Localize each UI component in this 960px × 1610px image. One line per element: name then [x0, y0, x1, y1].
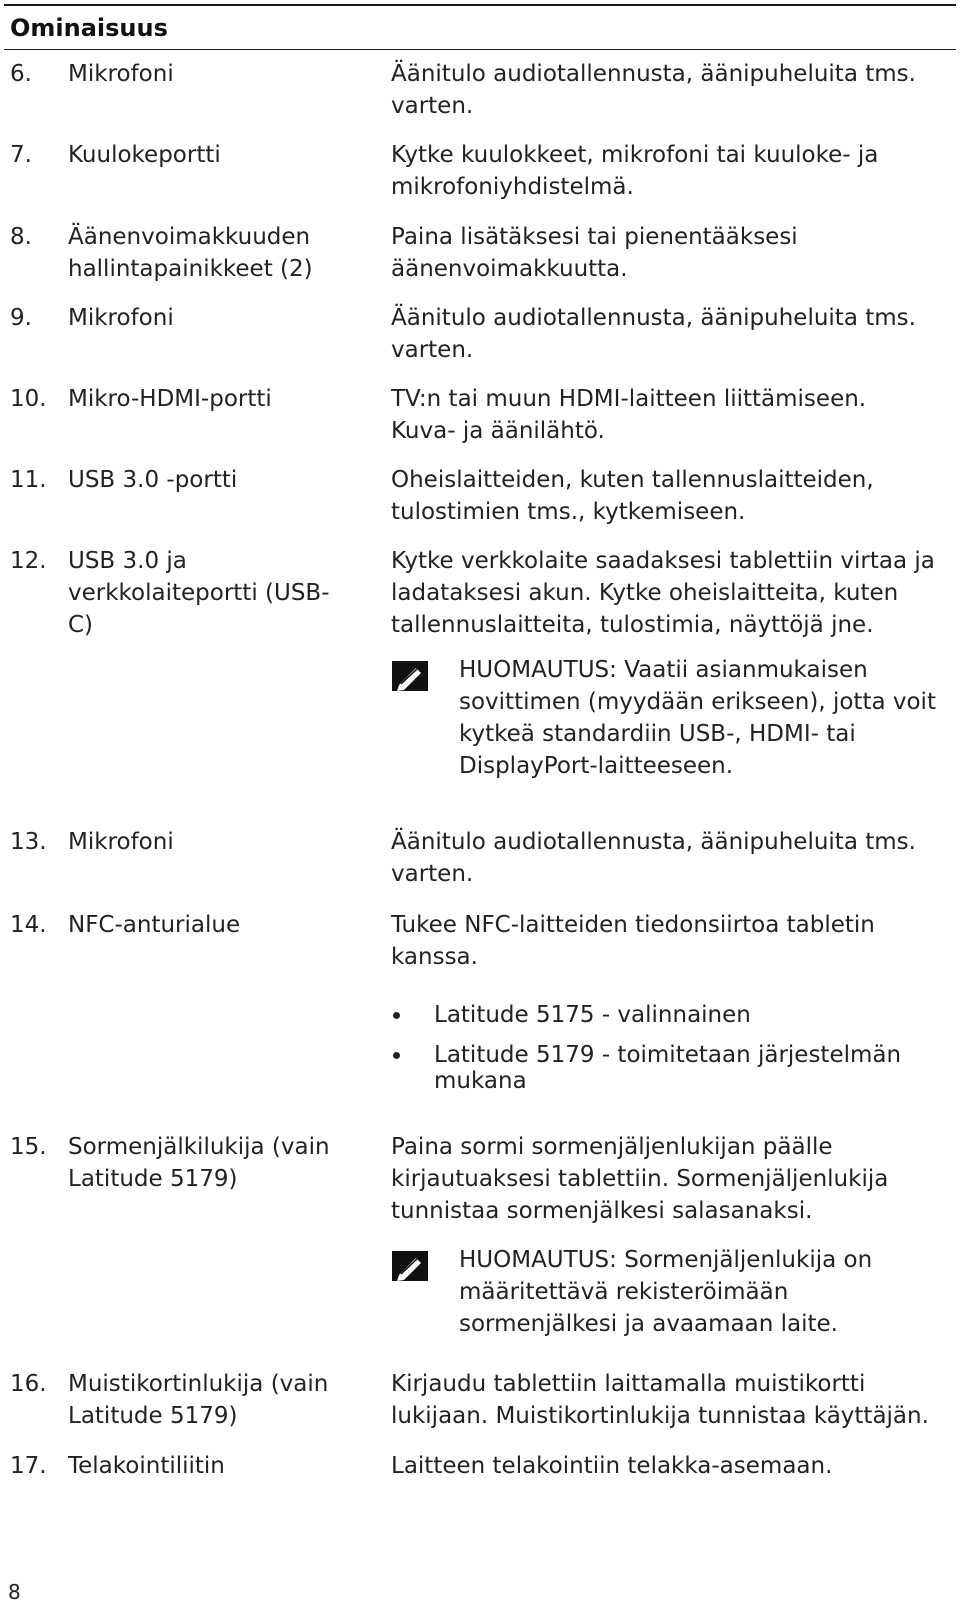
bullet-text: Latitude 5175 - valinnainen — [434, 1002, 751, 1028]
feature-name: Telakointiliitin — [68, 1453, 225, 1479]
row-number: 13. — [10, 829, 47, 855]
row-number: 17. — [10, 1453, 47, 1479]
feature-description: Äänitulo audiotallennusta, äänipuheluita tms. varten. — [391, 305, 916, 363]
feature-name: Muistikortinlukija (vain Latitude 5179) — [68, 1371, 329, 1429]
page-number: 8 — [8, 1580, 21, 1604]
feature-description: Oheislaitteiden, kuten tallennuslaitteiden, tulostimien tms., kytkemiseen. — [391, 467, 874, 525]
row-number: 10. — [10, 386, 47, 412]
note-text: HUOMAUTUS: Vaatii asianmukaisen sovittimen (myydään erikseen), jotta voit kytkeä standardiin USB-, HDMI- tai DisplayPort-laitteeseen. — [459, 657, 936, 779]
feature-name: Mikrofoni — [68, 61, 174, 87]
row-number: 9. — [10, 305, 32, 331]
feature-description: Kytke kuulokkeet, mikrofoni tai kuuloke- ja mikrofoniyhdistelmä. — [391, 142, 879, 200]
feature-name: Kuulokeportti — [68, 142, 221, 168]
bullet-icon — [393, 1012, 400, 1019]
feature-description: Paina lisätäksesi tai pienentääksesi äänenvoimakkuutta. — [391, 224, 798, 282]
feature-description: Laitteen telakointiin telakka-asemaan. — [391, 1453, 833, 1479]
feature-description: Kirjaudu tablettiin laittamalla muistikortti lukijaan. Muistikortinlukija tunnistaa käyttäjän. — [391, 1371, 929, 1429]
row-number: 7. — [10, 142, 32, 168]
row-number: 14. — [10, 912, 47, 938]
feature-name: Mikro-HDMI-portti — [68, 386, 272, 412]
note-pencil-icon — [391, 1250, 429, 1282]
spec-table-header — [4, 4, 956, 50]
row-number: 12. — [10, 548, 47, 574]
feature-description: Kytke verkkolaite saadaksesi tablettiin virtaa ja ladataksesi akun. Kytke oheislaitteita, kuten tallennuslaitteita, tulostimia, näyttöjä jne. — [391, 548, 935, 638]
row-number: 16. — [10, 1371, 47, 1397]
feature-description: Äänitulo audiotallennusta, äänipuheluita tms. varten. — [391, 829, 916, 887]
row-number: 8. — [10, 224, 32, 250]
note-text: HUOMAUTUS: Sormenjäljenlukija on määritettävä rekisteröimään sormenjälkesi ja avaamaan laite. — [459, 1247, 873, 1337]
bullet-text: Latitude 5179 - toimitetaan järjestelmän mukana — [434, 1042, 902, 1094]
bullet-icon — [393, 1052, 400, 1059]
feature-name: NFC-anturialue — [68, 912, 241, 938]
feature-name: USB 3.0 -portti — [68, 467, 238, 493]
feature-description: Äänitulo audiotallennusta, äänipuheluita tms. varten. — [391, 61, 916, 119]
column-header-feature: Ominaisuus — [10, 13, 168, 42]
feature-name: USB 3.0 ja verkkolaiteportti (USB-C) — [68, 548, 330, 638]
feature-description: TV:n tai muun HDMI-laitteen liittämiseen. Kuva- ja äänilähtö. — [391, 386, 867, 444]
row-number: 11. — [10, 467, 47, 493]
feature-description: Paina sormi sormenjäljenlukijan päälle kirjautuaksesi tablettiin. Sormenjäljenlukija tunnistaa sormenjälkesi salasanaksi. — [391, 1134, 889, 1224]
feature-description: Tukee NFC-laitteiden tiedonsiirtoa tabletin kanssa. — [391, 912, 875, 970]
feature-name: Äänenvoimakkuuden hallintapainikkeet (2) — [68, 224, 313, 282]
feature-name: Mikrofoni — [68, 305, 174, 331]
feature-name: Mikrofoni — [68, 829, 174, 855]
note-pencil-icon — [391, 660, 429, 692]
feature-name: Sormenjälkilukija (vain Latitude 5179) — [68, 1134, 330, 1192]
row-number: 15. — [10, 1134, 47, 1160]
row-number: 6. — [10, 61, 32, 87]
